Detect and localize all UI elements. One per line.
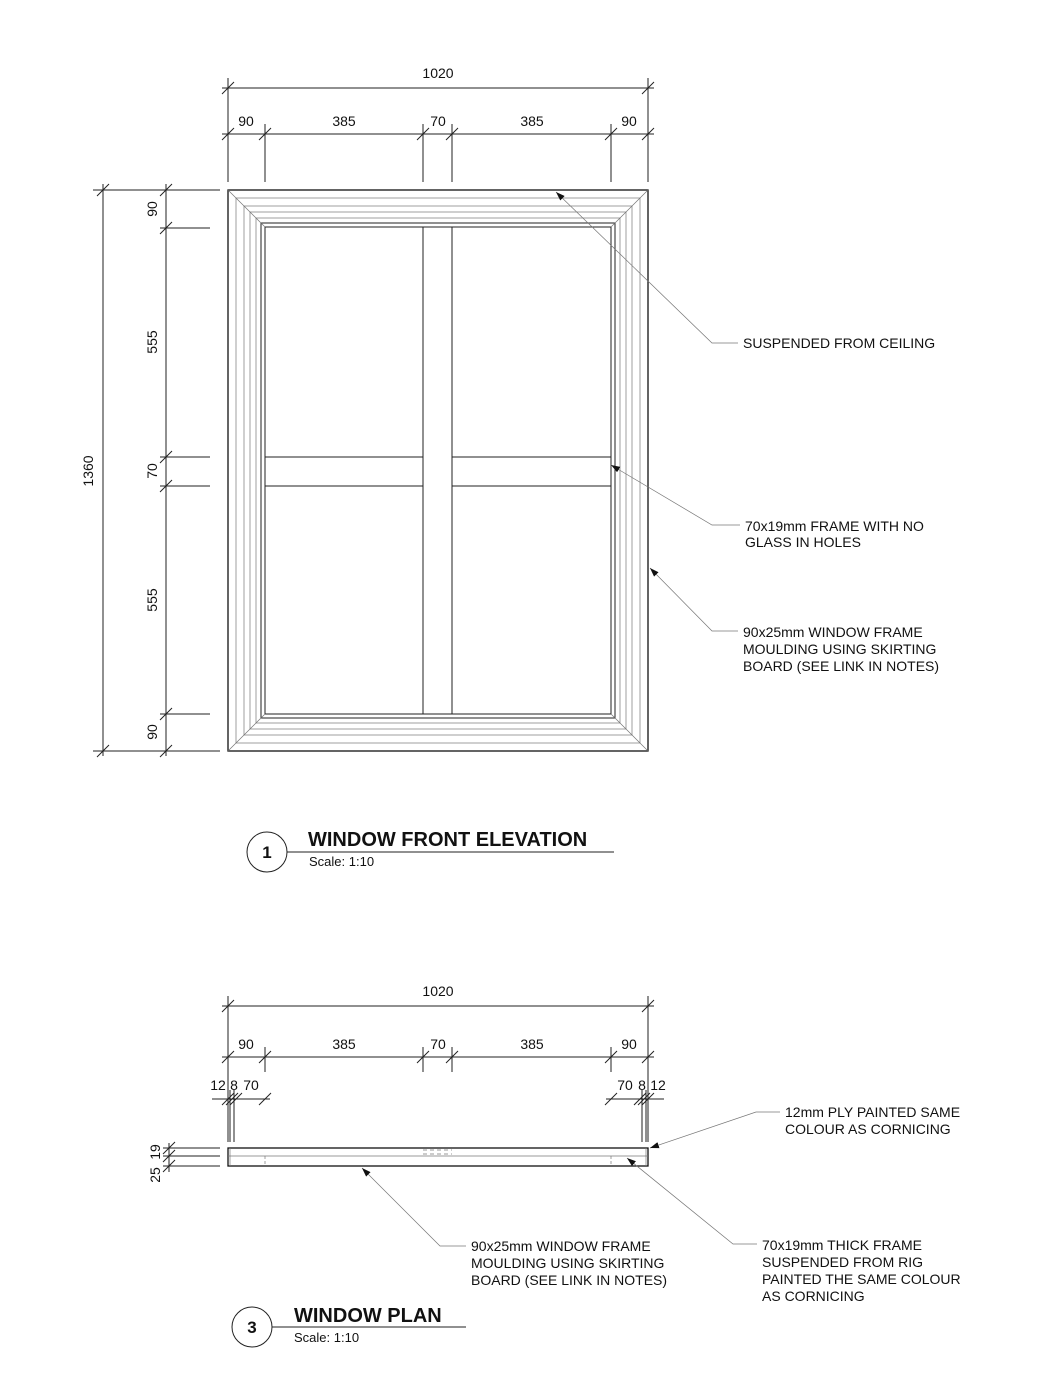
elevation-height-lower-pane: 555 <box>144 588 160 612</box>
elevation-callouts <box>556 192 939 674</box>
note-plan-frame-line3: PAINTED THE SAME COLOUR <box>762 1271 961 1287</box>
elevation-height-top-frame: 90 <box>144 201 160 217</box>
elevation-seg-right-pane: 385 <box>520 113 544 129</box>
note-frame-no-glass-line2: GLASS IN HOLES <box>745 534 861 550</box>
plan-seg-mullion: 70 <box>430 1036 446 1052</box>
plan-drawing-number: 3 <box>247 1318 257 1337</box>
note-plan-moulding-line3: BOARD (SEE LINK IN NOTES) <box>471 1272 668 1288</box>
window-elevation <box>228 190 648 751</box>
elevation-height-upper-pane: 555 <box>144 330 160 354</box>
note-frame-no-glass-line1: 70x19mm FRAME WITH NO <box>745 518 924 534</box>
plan-scale: Scale: 1:10 <box>294 1330 360 1345</box>
note-suspended-from-ceiling: SUSPENDED FROM CEILING <box>743 335 936 351</box>
plan-dimensions-horizontal <box>210 983 666 1142</box>
plan-title-block <box>232 1305 466 1347</box>
elevation-seg-right-frame: 90 <box>621 113 637 129</box>
note-elev-moulding-line2: MOULDING USING SKIRTING <box>743 641 937 657</box>
note-plan-moulding-line1: 90x25mm WINDOW FRAME <box>471 1238 651 1254</box>
elevation-seg-left-frame: 90 <box>238 113 254 129</box>
note-ply-line2: COLOUR AS CORNICING <box>785 1121 951 1137</box>
plan-sub-left-gap: 8 <box>230 1077 238 1093</box>
plan-seg-right-frame: 90 <box>621 1036 637 1052</box>
elevation-overall-height: 1360 <box>80 455 96 487</box>
plan-dimensions-vertical <box>147 1142 220 1183</box>
elevation-overall-width: 1020 <box>422 65 454 81</box>
elevation-seg-left-pane: 385 <box>332 113 356 129</box>
note-ply-line1: 12mm PLY PAINTED SAME <box>785 1104 961 1120</box>
plan-sub-right-gap: 8 <box>638 1077 646 1093</box>
plan-sub-right-ply: 12 <box>650 1077 666 1093</box>
plan-sub-right-frame: 70 <box>617 1077 633 1093</box>
note-plan-frame-line4: AS CORNICING <box>762 1288 865 1304</box>
elevation-title-block <box>247 829 614 872</box>
plan-seg-left-frame: 90 <box>238 1036 254 1052</box>
plan-depth-frame: 19 <box>147 1144 163 1160</box>
note-elev-moulding-line1: 90x25mm WINDOW FRAME <box>743 624 923 640</box>
plan-seg-right-pane: 385 <box>520 1036 544 1052</box>
elevation-drawing-number: 1 <box>262 843 272 862</box>
elevation-height-bottom-frame: 90 <box>144 724 160 740</box>
plan-overall-width: 1020 <box>422 983 454 999</box>
elevation-dimensions-vertical <box>80 184 220 757</box>
elevation-dimensions-horizontal <box>222 65 654 182</box>
elevation-seg-mullion: 70 <box>430 113 446 129</box>
elevation-scale: Scale: 1:10 <box>309 854 375 869</box>
elevation-title: WINDOW FRONT ELEVATION <box>308 829 588 851</box>
note-plan-frame-line1: 70x19mm THICK FRAME <box>762 1237 922 1253</box>
plan-callouts <box>362 1104 961 1304</box>
window-plan <box>228 1148 648 1166</box>
plan-title: WINDOW PLAN <box>294 1305 442 1327</box>
plan-sub-left-ply: 12 <box>210 1077 226 1093</box>
plan-sub-left-frame: 70 <box>243 1077 259 1093</box>
plan-depth-moulding: 25 <box>147 1167 163 1183</box>
note-plan-moulding-line2: MOULDING USING SKIRTING <box>471 1255 665 1271</box>
note-elev-moulding-line3: BOARD (SEE LINK IN NOTES) <box>743 658 940 674</box>
plan-seg-left-pane: 385 <box>332 1036 356 1052</box>
elevation-height-transom: 70 <box>144 463 160 479</box>
note-plan-frame-line2: SUSPENDED FROM RIG <box>762 1254 924 1270</box>
